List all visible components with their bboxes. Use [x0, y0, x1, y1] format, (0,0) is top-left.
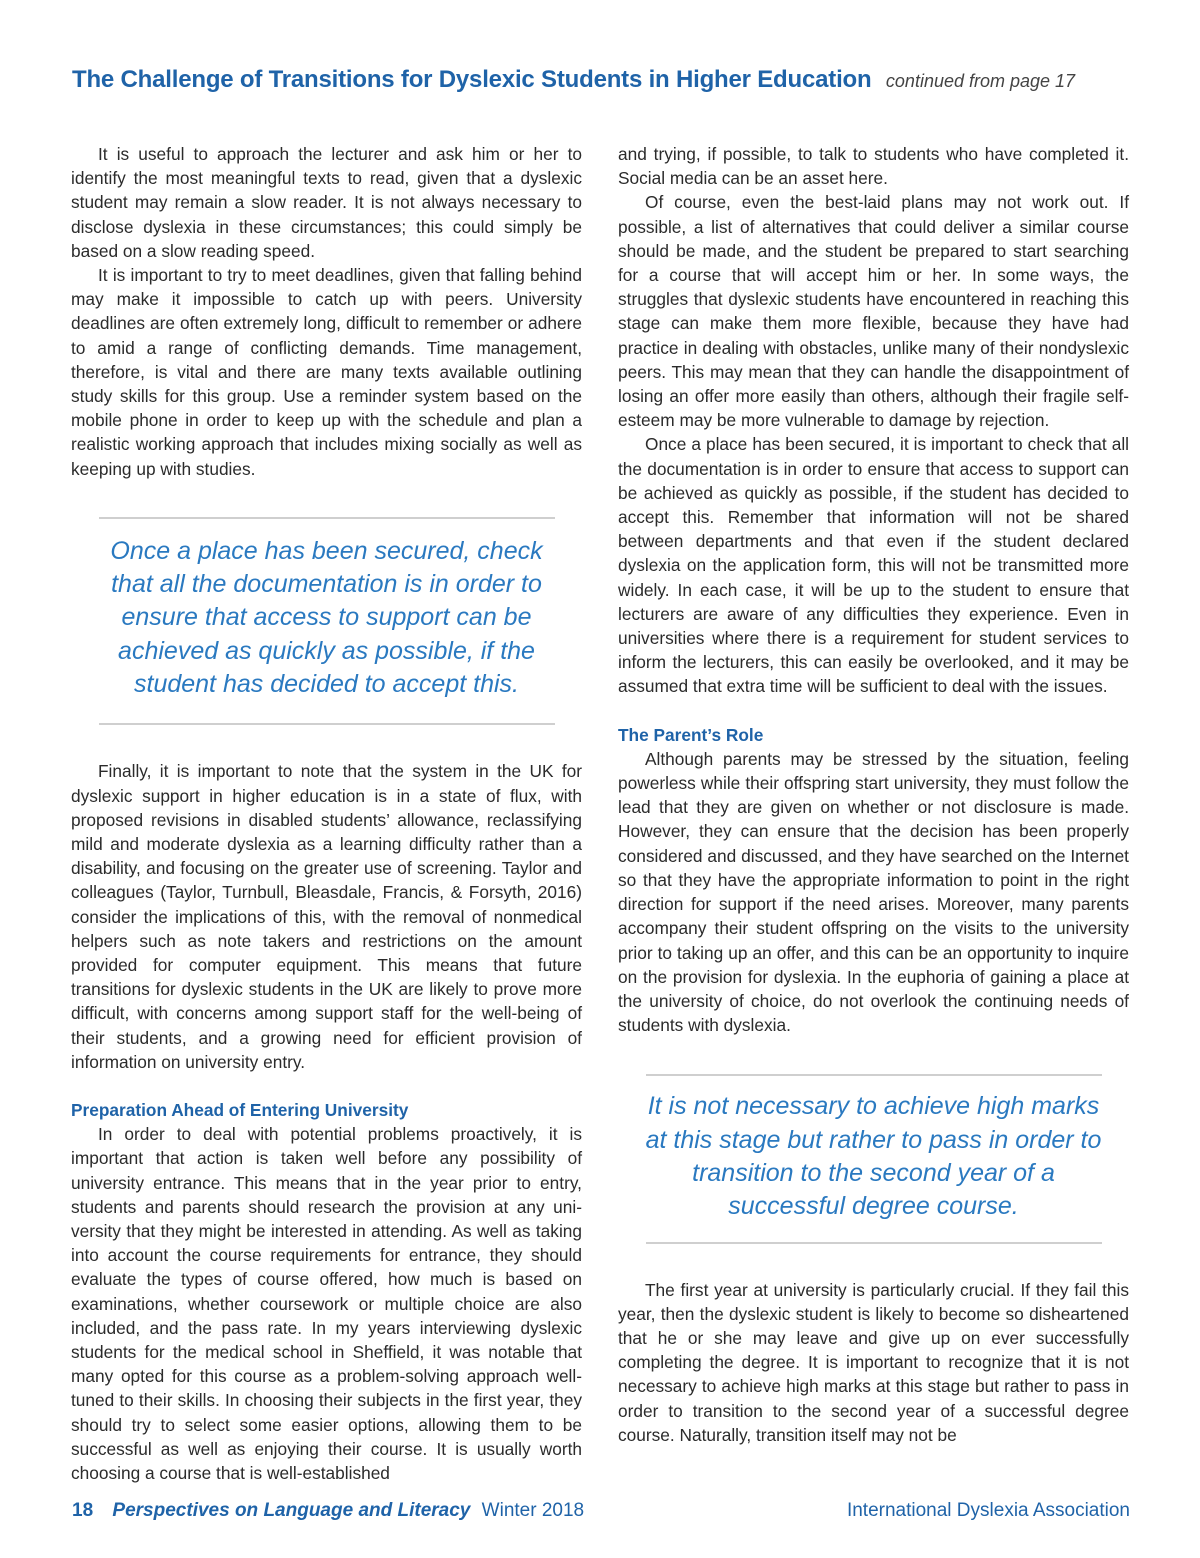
left-column — [71, 142, 582, 1485]
article-title: The Challenge of Transitions for Dyslexic Students in Higher Education — [72, 66, 872, 93]
publication-name: Perspectives on Language and Literacy — [112, 1500, 471, 1521]
paragraph: In order to deal with potential problems proactively, it is important that action is taken well before any possibility of university entrance. This means that in the year prior to entry, students and parents should research the provision at any university that they might be interested in attending. As well as taking into account the course requirements for entrance, they should evaluate the types of course offered, how much is based on examinations, whether coursework or multiple choice are also included, and the pass rate. In my years interviewing dyslexic students for the medical school in Sheffield, it was notable that many opted for this course as a problem-solving approach well-tuned to their skills. In choosing their subjects in the first year, they should try to select some easier options, allowing them to be successful as well as enjoying their course. It is usually worth choosing a course that is well-established — [71, 1124, 582, 1484]
paragraph: It is important to try to meet deadlines, given that falling behind may make it impossible to catch up with peers. University deadlines are often extremely long, difficult to remember or adhere to amid a range of conflicting demands. Time management, therefore, is vital and there are many texts available outlining study skills for this group. Use a reminder system based on the mobile phone in order to keep up with the schedule and plan a realistic working approach that includes mixing socially as well as keeping up with studies. — [71, 265, 582, 479]
pull-quote: Once a place has been secured, check that all the documentation is in order to ensure that access to support can be achieved as quickly as possible, if the student has decided to accept this. — [99, 517, 555, 725]
paragraph: Of course, even the best-laid plans may not work out. If possible, a list of alternatives that could deliver a similar course should be made, and the student be prepared to start searching for a course that will accept him or her. In some ways, the struggles that dyslexic students have encountered in reaching this stage can make them more flexible, because they have had practice in dealing with obstacles, unlike many of their nondyslexic peers. This may mean that they can handle the disappointment of losing an offer more easily than others, although their fragile self-esteem may be more vulnerable to damage by rejection. — [618, 192, 1129, 431]
paragraph: and trying, if possible, to talk to students who have completed it. Social media can be an asset here. — [618, 144, 1129, 189]
page-header — [72, 66, 1132, 94]
paragraph: It is useful to approach the lecturer and ask him or her to identify the most meaningful texts to read, given that a dyslexic student may remain a slow reader. It is not always necessary to disclose dyslexia in these circumstances; this could simply be based on a slow reading speed. — [71, 144, 582, 261]
spacer — [618, 699, 1129, 723]
spacer — [71, 1074, 582, 1098]
section-heading: Preparation Ahead of Entering University — [71, 1099, 409, 1120]
page-footer — [72, 1500, 1130, 1528]
paragraph: Finally, it is important to note that the system in the UK for dyslexic support in higher education is in a state of flux, with proposed revisions in disabled students’ allowance, reclassifying mild and moderate dyslexia as a learning difficulty rather than a disability, and focusing on the greater use of screening. Taylor and colleagues (Taylor, Turnbull, Bleasdale, Francis, & Forsyth, 2016) consider the implications of this, with the removal of nonmedical helpers such as note takers and restrictions on the amount provided for computer equipment. This means that future transitions for dyslexic students in the UK are likely to prove more difficult, with concerns among support staff for the well-being of their students, and a growing need for efficient provision of information on university entry. — [71, 761, 582, 1072]
organization-name: International Dyslexia Association — [846, 1500, 1130, 1521]
paragraph: Once a place has been secured, it is important to check that all the documentation is in order to ensure that access to support can be achieved as quickly as possible, if the student has decided to accept this. Remember that information will not be shared between departments and that even if the student declared dyslexia on the application form, this will not be transmitted more widely. In each case, it will be up to the student to ensure that lecturers are aware of any difficulties they experience. Even in universities where there is a requirement for student services to inform the lecturers, this can easily be overlooked, and it may be assumed that extra time will be sufficient to deal with the issues. — [618, 434, 1129, 697]
paragraph: Although parents may be stressed by the situation, feeling powerless while their offspring start university, they must follow the lead that they are given on whether or not disclosure is made. However, they can ensure that the decision has been properly considered and discussed, and they have searched on the Internet so that they have the appropriate information to point in the right direction for support if the need arises. Moreover, many parents accompany their student offspring on the visits to the university prior to taking up an offer, and this can be an opportunity to inquire on the provision for dyslexia. In the euphoria of gaining a place at the university of choice, do not overlook the continuing needs of students with dyslexia. — [618, 748, 1129, 1036]
issue-date: Winter 2018 — [481, 1500, 585, 1521]
page-number: 18 — [72, 1500, 94, 1521]
continued-note: continued from page 17 — [885, 71, 1076, 91]
pull-quote: It is not necessary to achieve high marks at this stage but rather to pass in order to transition to the second year of a successful degree course. — [646, 1074, 1102, 1243]
section-heading: The Parent’s Role — [618, 724, 764, 745]
right-column — [618, 142, 1129, 1447]
paragraph: The first year at university is particularly crucial. If they fail this year, then the dyslexic student is likely to become so disheartened that he or she may leave and give up on ever successfully completing the degree. It is important to recognize that it is not necessary to achieve high marks at this stage but rather to pass in order to transition to the second year of a successful degree course. Naturally, transition itself may not be — [618, 1279, 1129, 1445]
